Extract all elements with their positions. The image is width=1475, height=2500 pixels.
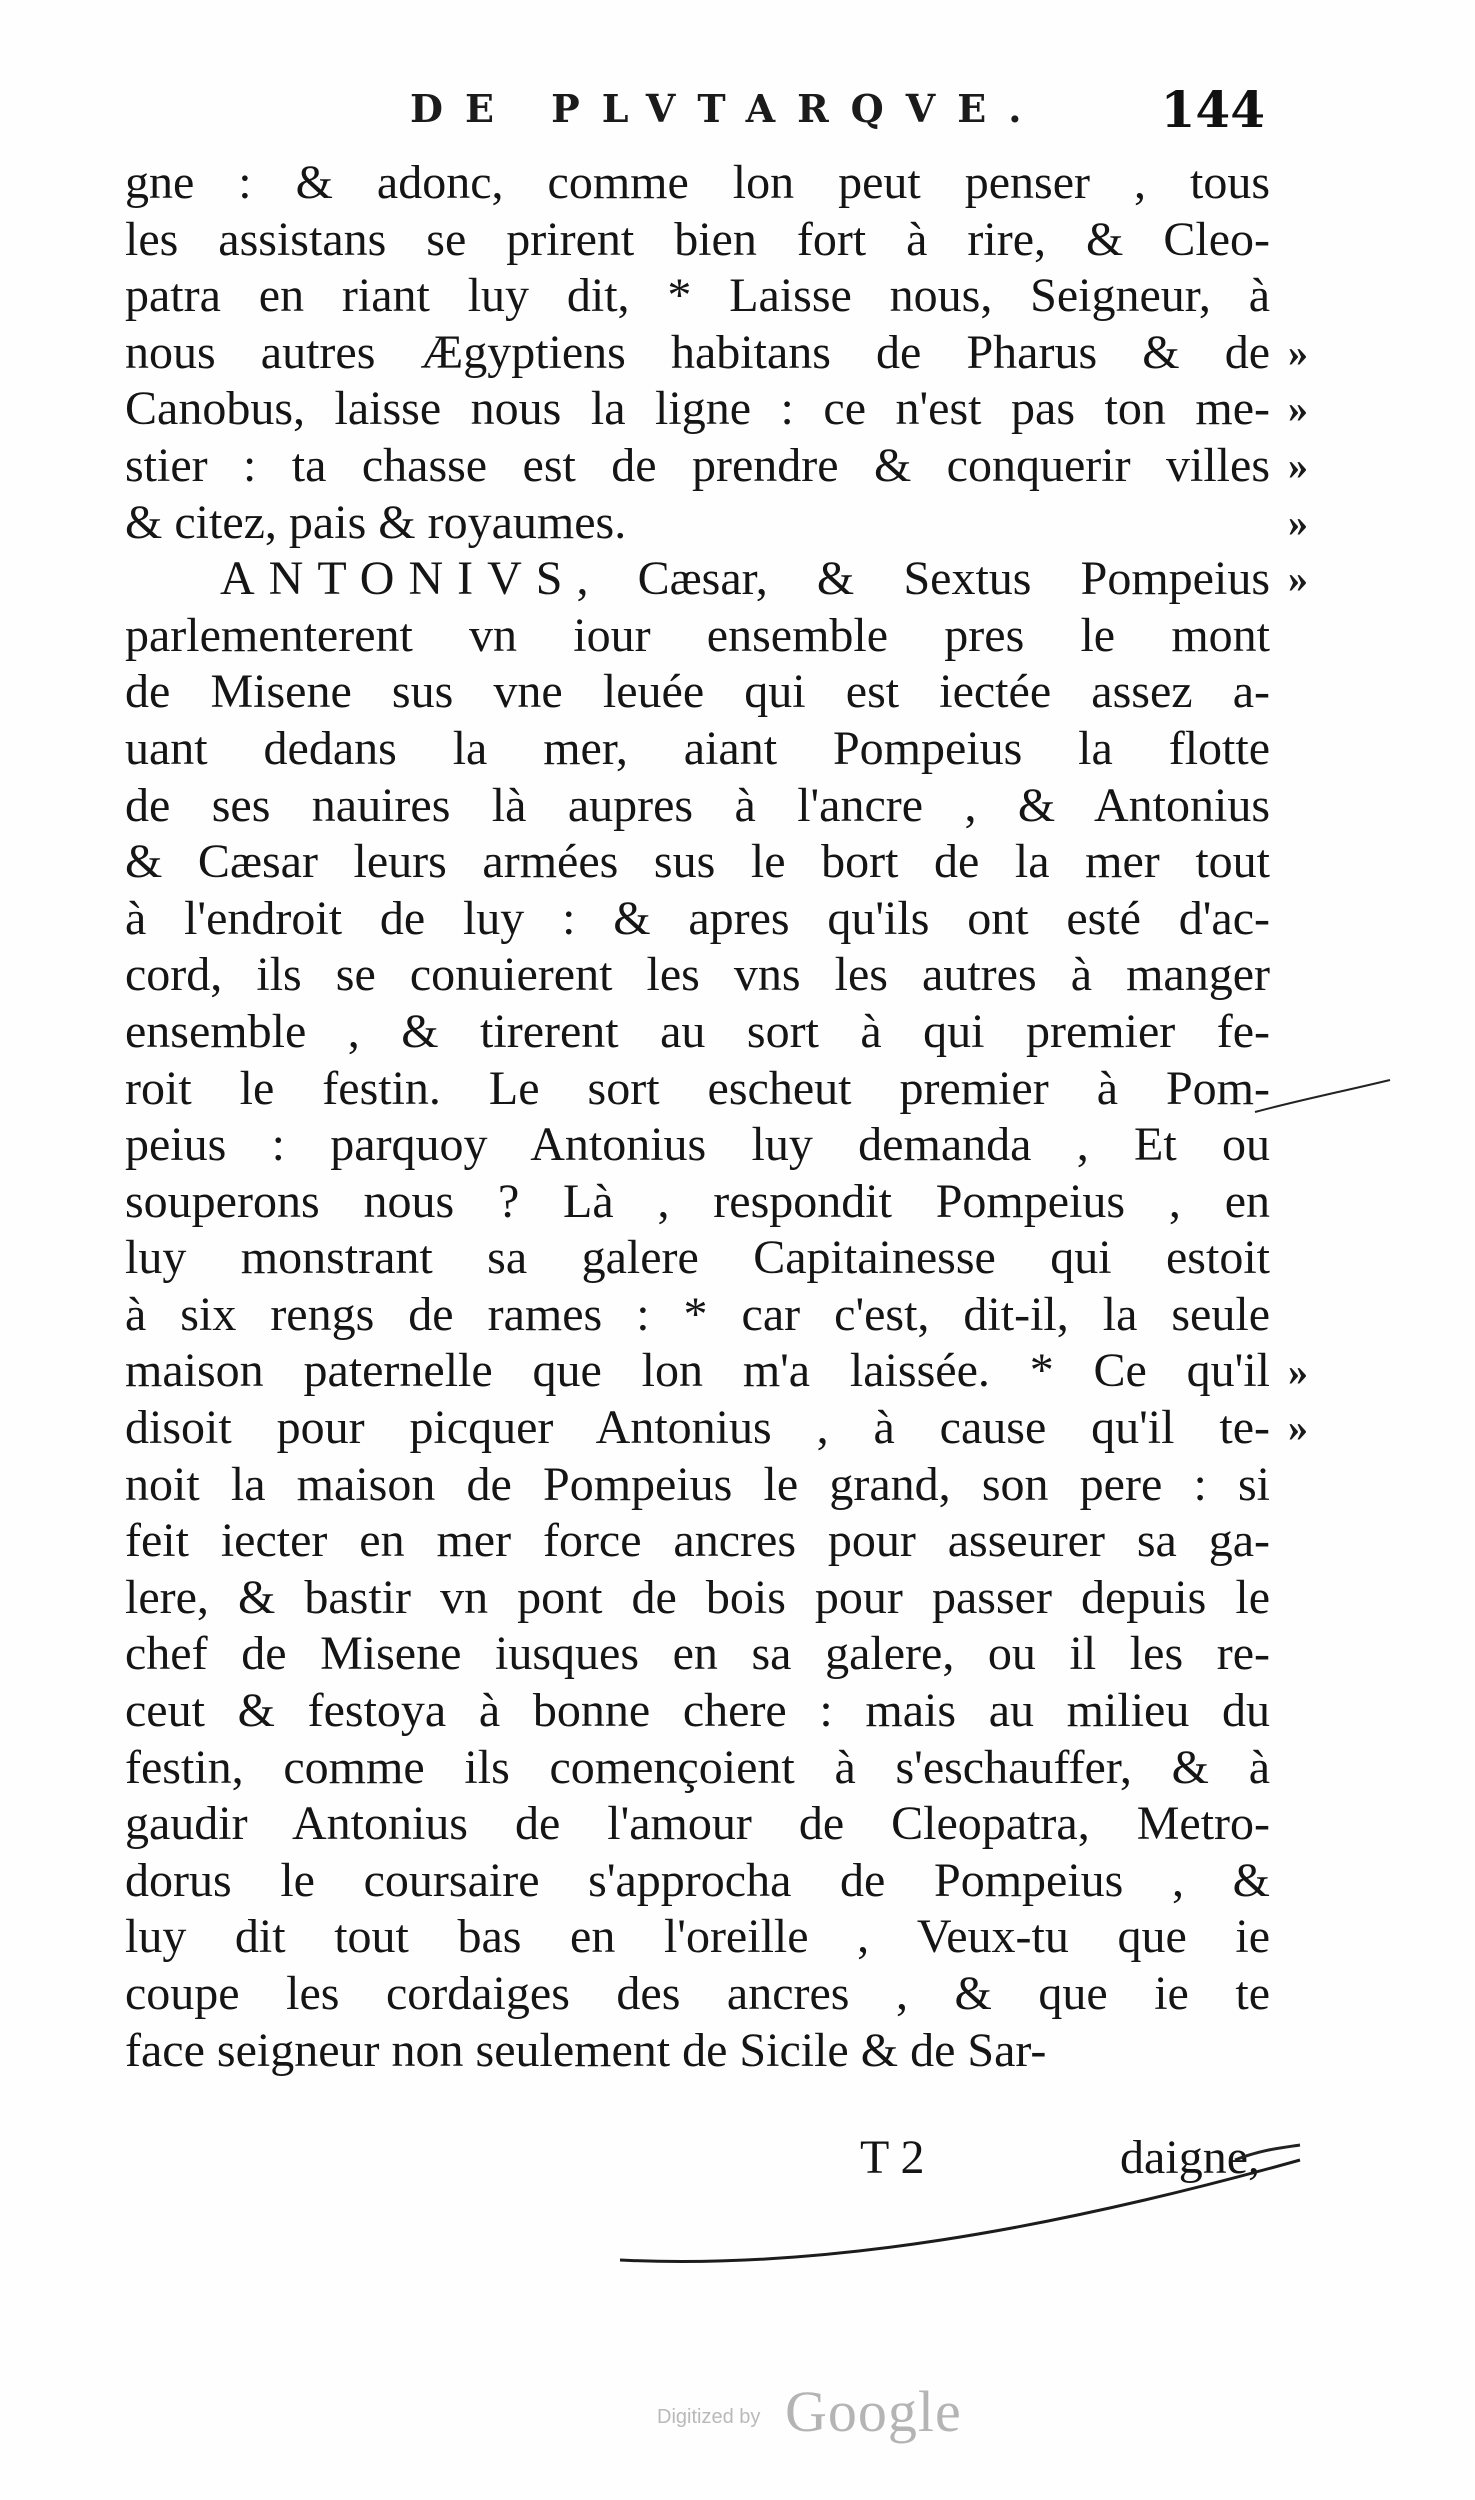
text-line: de ses nauires là aupres à l'ancre , & Antonius xyxy=(125,778,1270,832)
text-line: stier : ta chasse est de prendre & conquerir villes xyxy=(125,438,1270,492)
catchword: daigne, xyxy=(1120,2131,1260,2184)
page-number: 144 xyxy=(1160,80,1265,139)
text-line: luy monstrant sa galere Capitainesse qui estoit xyxy=(125,1231,1270,1285)
text-line: à six rengs de rames : * car c'est, dit-il, la seule xyxy=(125,1287,1270,1341)
text-line: feit iecter en mer force ancres pour asseurer sa ga- xyxy=(125,1514,1270,1568)
small-caps-name: ANTONIVS xyxy=(220,552,577,606)
pen-stroke-lower xyxy=(620,2160,1300,2262)
margin-quote-mark: » xyxy=(1288,386,1312,432)
signature-mark: T 2 xyxy=(860,2131,925,2184)
pen-stroke-catchword xyxy=(1235,2145,1300,2160)
text-line: gaudir Antonius de l'amour de Cleopatra, Metro- xyxy=(125,1797,1270,1851)
text-line: ensemble , & tirerent au sort à qui premier fe- xyxy=(125,1004,1270,1058)
text-line: coupe les cordaiges des ancres , & que ie te xyxy=(125,1967,1270,2020)
text-line: parlementerent vn iour ensemble pres le mont xyxy=(125,608,1270,662)
text-line: gne : & adonc, comme lon peut penser , tous xyxy=(125,156,1270,209)
margin-quote-mark: » xyxy=(1288,556,1312,602)
text-line: roit le festin. Le sort escheut premier à Pom- xyxy=(125,1061,1270,1115)
running-head: DE PLVTARQVE. xyxy=(410,86,1044,131)
text-line: dorus le coursaire s'approcha de Pompeius , & xyxy=(125,1853,1270,1907)
digitized-watermark xyxy=(655,2378,975,2448)
text-line: peius : parquoy Antonius luy demanda , Et ou xyxy=(125,1118,1270,1172)
margin-quote-mark: » xyxy=(1288,443,1312,488)
text-line: ANTONIVS, Cæsar, & Sextus Pompeius xyxy=(220,552,1270,606)
text-line: festin, comme ils començoient à s'eschauffer, & à xyxy=(125,1740,1270,1794)
text-line: souperons nous ? Là , respondit Pompeius , en xyxy=(125,1174,1270,1228)
text-line: maison paternelle que lon m'a laissée. * Ce qu'il xyxy=(125,1344,1270,1398)
text-line: luy dit tout bas en l'oreille , Veux-tu que ie xyxy=(125,1910,1270,1964)
text-line: Canobus, laisse nous la ligne : ce n'est pas ton me- xyxy=(125,382,1270,436)
text-line: uant dedans la mer, aiant Pompeius la flotte xyxy=(125,721,1270,775)
google-logo: Google xyxy=(785,2379,962,2444)
margin-quote-mark: » xyxy=(1288,1405,1312,1451)
text-line: face seigneur non seulement de Sicile & de Sar- xyxy=(125,2023,1047,2077)
text-line: noit la maison de Pompeius le grand, son pere : si xyxy=(125,1457,1270,1511)
text-line: cord, ils se conuierent les vns les autres à manger xyxy=(125,948,1270,1002)
text-line: ceut & festoya à bonne chere : mais au milieu du xyxy=(125,1684,1270,1738)
pen-stroke-upper xyxy=(1255,1080,1390,1112)
margin-quote-mark: » xyxy=(1288,1348,1312,1394)
text-line: les assistans se prirent bien fort à rire, & Cleo- xyxy=(125,212,1270,266)
text-line: nous autres Ægyptiens habitans de Pharus & de xyxy=(125,325,1270,379)
text-line: & citez, pais & royaumes. xyxy=(125,495,627,549)
digitized-by-text: Digitized by xyxy=(657,2406,761,2428)
text-line: disoit pour picquer Antonius , à cause qu'il te- xyxy=(125,1401,1270,1455)
text-line: & Cæsar leurs armées sus le bort de la mer tout xyxy=(125,835,1270,889)
text-line: chef de Misene iusques en sa galere, ou il les re- xyxy=(125,1627,1270,1681)
text-line: patra en riant luy dit, * Laisse nous, Seigneur, à xyxy=(125,269,1270,323)
margin-quote-mark: » xyxy=(1288,329,1312,375)
text-line: à l'endroit de luy : & apres qu'ils ont esté d'ac- xyxy=(125,891,1270,945)
text-line: de Misene sus vne leuée qui est iectée assez a- xyxy=(125,665,1270,719)
margin-quote-mark: » xyxy=(1288,499,1312,545)
text-line: lere, & bastir vn pont de bois pour passer depuis le xyxy=(125,1570,1270,1624)
